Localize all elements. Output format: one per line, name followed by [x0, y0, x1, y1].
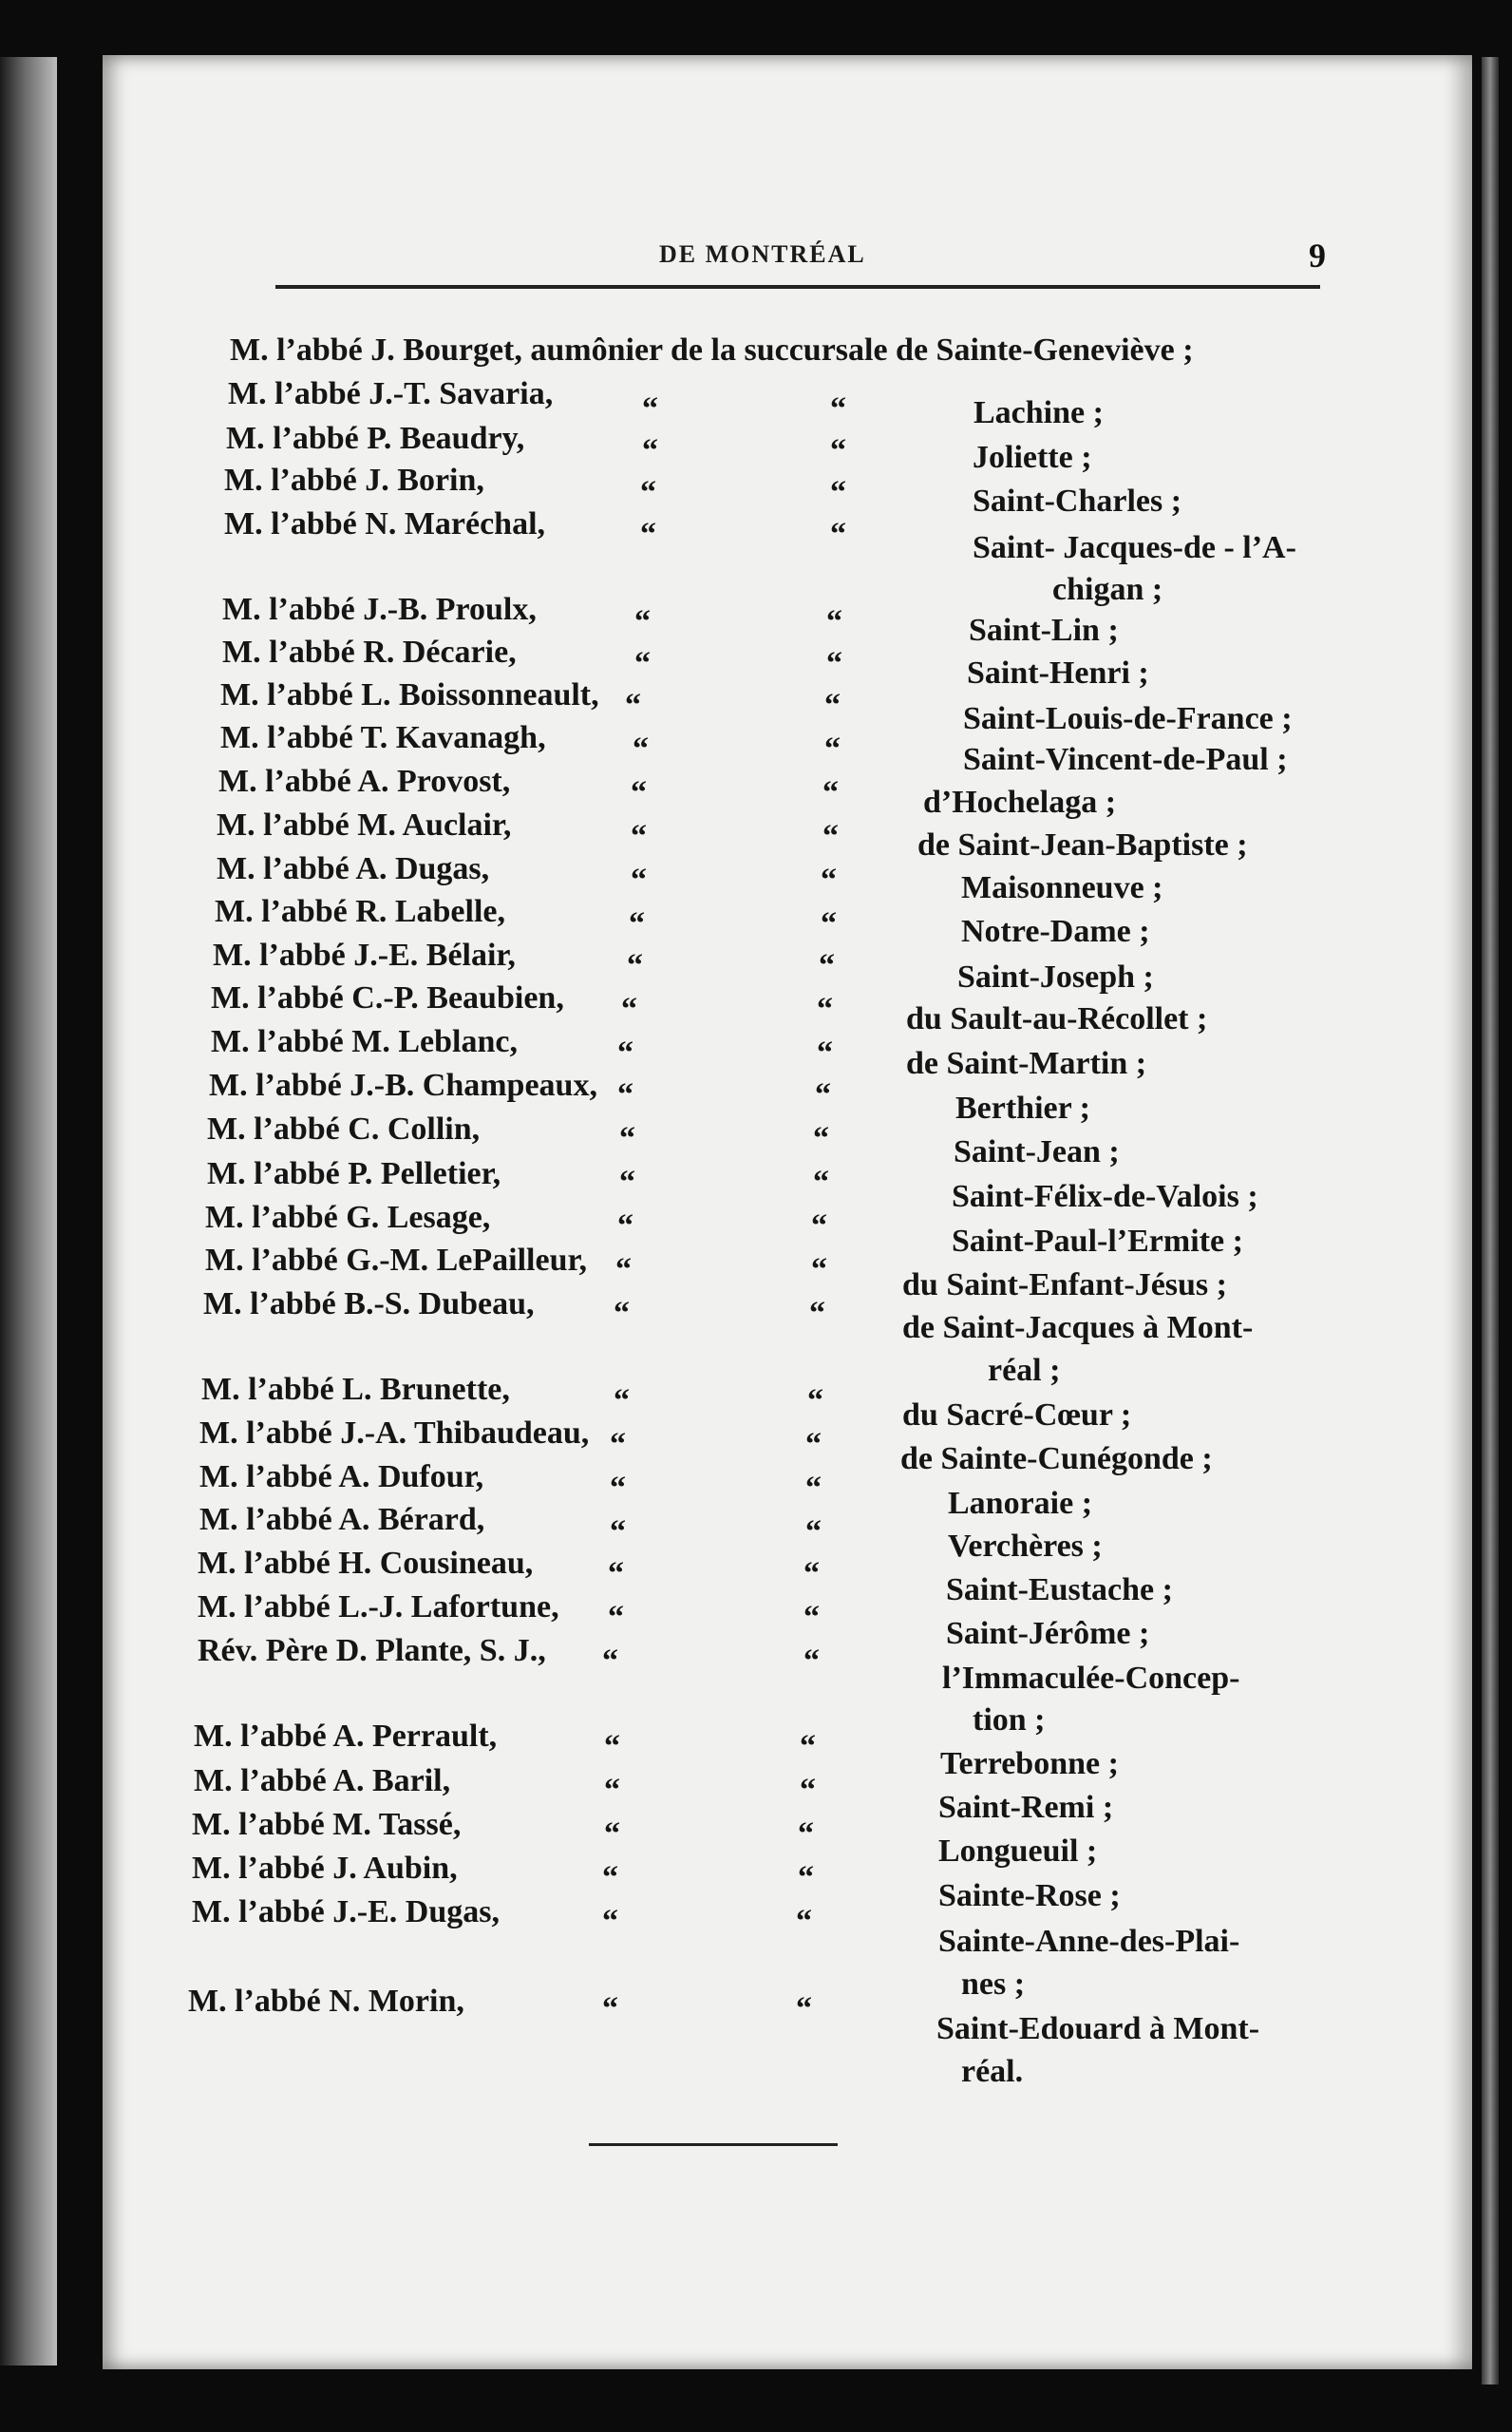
entry-parish: Saint-Henri ;	[967, 656, 1149, 691]
ditto-mark: “	[633, 732, 649, 767]
ditto-mark: “	[800, 1729, 816, 1764]
entry-parish: Saint-Charles ;	[973, 484, 1182, 519]
ditto-mark: “	[640, 475, 656, 510]
ditto-mark: “	[811, 1208, 827, 1244]
ditto-mark: “	[798, 1816, 814, 1852]
entry-name: M. l’abbé A. Provost,	[218, 764, 511, 799]
entry-parish: Sainte-Anne-des-Plai-	[938, 1924, 1240, 1959]
ditto-mark: “	[817, 1036, 833, 1071]
entry-parish: Saint-Jean ;	[954, 1134, 1120, 1169]
ditto-mark: “	[619, 1121, 635, 1156]
entry-parish: Joliette ;	[973, 440, 1092, 475]
entry-parish: Saint-Remi ;	[938, 1790, 1114, 1825]
entry-name: M. l’abbé A. Dufour,	[199, 1459, 484, 1494]
ditto-mark: “	[625, 688, 641, 723]
ditto-mark: “	[822, 819, 839, 854]
entry-parish: Saint-Paul-l’Ermite ;	[952, 1224, 1243, 1259]
ditto-mark: “	[602, 1644, 618, 1679]
entry-parish: Berthier ;	[955, 1091, 1090, 1126]
ditto-mark: “	[610, 1471, 626, 1506]
ditto-mark: “	[621, 992, 637, 1027]
ditto-mark: “	[826, 604, 842, 639]
ditto-mark: “	[830, 517, 846, 552]
ditto-mark: “	[824, 732, 841, 767]
entry-parish: Saint-Louis-de-France ;	[963, 701, 1293, 736]
entry-name: M. l’abbé J. Bourget, aumônier de la succursale de Sainte-Geneviève ;	[230, 332, 1194, 368]
entry-parish: Saint- Jacques-de - l’A-	[973, 530, 1296, 565]
ditto-mark: “	[826, 646, 842, 681]
entry-name: M. l’abbé P. Beaudry,	[226, 421, 525, 456]
ditto-mark: “	[602, 1860, 618, 1895]
ditto-mark: “	[813, 1121, 829, 1156]
ditto-mark: “	[608, 1556, 624, 1591]
entry-parish-continued: réal ;	[988, 1353, 1061, 1388]
ditto-mark: “	[803, 1644, 820, 1679]
entry-name: M. l’abbé J.-B. Champeaux,	[209, 1068, 597, 1103]
ditto-mark: “	[830, 433, 846, 468]
entry-parish: du Saint-Enfant-Jésus ;	[902, 1267, 1227, 1302]
entry-name: M. l’abbé M. Auclair,	[217, 808, 512, 843]
ditto-mark: “	[642, 433, 658, 468]
entry-name: M. l’abbé L. Brunette,	[201, 1372, 510, 1407]
ditto-mark: “	[803, 1556, 820, 1591]
entry-parish: Notre-Dame ;	[961, 914, 1150, 949]
entry-parish: du Sacré-Cœur ;	[902, 1397, 1132, 1433]
entry-name: M. l’abbé C. Collin,	[207, 1112, 481, 1147]
entry-parish: Longueuil ;	[938, 1834, 1098, 1869]
entry-parish: Saint-Vincent-de-Paul ;	[963, 742, 1288, 777]
ditto-mark: “	[811, 1252, 827, 1287]
entry-name: M. l’abbé A. Bérard,	[199, 1502, 485, 1537]
ditto-mark: “	[796, 1991, 812, 2026]
entry-name: M. l’abbé N. Maréchal,	[224, 506, 546, 542]
ditto-mark: “	[805, 1471, 822, 1506]
ditto-mark: “	[629, 906, 645, 941]
ditto-mark: “	[800, 1773, 816, 1808]
ditto-mark: “	[604, 1816, 620, 1852]
entry-name: M. l’abbé N. Morin,	[188, 1984, 464, 2019]
entry-name: M. l’abbé L. Boissonneault,	[220, 677, 599, 712]
entry-name: M. l’abbé J.-E. Bélair,	[213, 938, 516, 973]
running-header: DE MONTRÉAL	[659, 240, 866, 268]
ditto-mark: “	[815, 1077, 831, 1112]
page-number: 9	[1309, 237, 1326, 275]
ditto-mark: “	[617, 1077, 633, 1112]
entry-parish: du Sault-au-Récollet ;	[906, 1001, 1208, 1036]
ditto-mark: “	[809, 1296, 825, 1331]
entry-parish: Lanoraie ;	[948, 1486, 1093, 1521]
entry-parish-continued: réal.	[961, 2054, 1024, 2089]
ditto-mark: “	[817, 992, 833, 1027]
ditto-mark: “	[821, 863, 837, 898]
entry-name: M. l’abbé T. Kavanagh,	[220, 720, 546, 755]
ditto-mark: “	[819, 948, 835, 983]
ditto-mark: “	[813, 1165, 829, 1200]
entry-name: M. l’abbé C.-P. Beaubien,	[211, 980, 564, 1016]
ditto-mark: “	[824, 688, 841, 723]
entry-name: M. l’abbé J.-T. Savaria,	[228, 376, 554, 411]
entry-parish-continued: chigan ;	[1052, 572, 1163, 607]
ditto-mark: “	[602, 1991, 618, 2026]
ditto-mark: “	[604, 1729, 620, 1764]
entry-name: M. l’abbé J. Borin,	[224, 463, 484, 498]
ditto-mark: “	[807, 1383, 823, 1418]
entry-parish: d’Hochelaga ;	[923, 785, 1117, 820]
ditto-mark: “	[619, 1165, 635, 1200]
entry-name: M. l’abbé J.-E. Dugas,	[192, 1894, 500, 1929]
entry-parish: Saint-Eustache ;	[946, 1572, 1173, 1607]
entry-parish: l’Immaculée-Concep-	[942, 1661, 1240, 1696]
ditto-mark: “	[821, 906, 837, 941]
entry-name: M. l’abbé M. Leblanc,	[211, 1024, 518, 1059]
entry-name: M. l’abbé A. Perrault,	[194, 1719, 498, 1754]
ditto-mark: “	[615, 1252, 632, 1287]
entry-name: M. l’abbé J. Aubin,	[192, 1851, 458, 1886]
entry-parish: Terrebonne ;	[940, 1746, 1119, 1781]
ditto-mark: “	[805, 1514, 822, 1549]
entry-parish: Sainte-Rose ;	[938, 1878, 1121, 1913]
entry-parish-continued: nes ;	[961, 1966, 1026, 2002]
ditto-mark: “	[805, 1427, 822, 1462]
ditto-mark: “	[803, 1600, 820, 1635]
entry-name: M. l’abbé G. Lesage,	[205, 1200, 491, 1235]
entry-name: M. l’abbé H. Cousineau,	[198, 1546, 534, 1581]
entry-name: M. l’abbé G.-M. LePailleur,	[205, 1243, 587, 1278]
ditto-mark: “	[617, 1036, 633, 1071]
ditto-mark: “	[614, 1383, 630, 1418]
ditto-mark: “	[627, 948, 643, 983]
ditto-mark: “	[614, 1296, 630, 1331]
entry-parish: Saint-Félix-de-Valois ;	[952, 1179, 1258, 1214]
entry-name: M. l’abbé L.-J. Lafortune,	[198, 1589, 559, 1624]
entry-name: M. l’abbé B.-S. Dubeau,	[203, 1286, 535, 1321]
ditto-mark: “	[610, 1427, 626, 1462]
entry-name: Rév. Père D. Plante, S. J.,	[198, 1633, 546, 1668]
ditto-mark: “	[631, 775, 647, 810]
ditto-mark: “	[822, 775, 839, 810]
ditto-mark: “	[602, 1904, 618, 1939]
entry-name: M. l’abbé A. Baril,	[194, 1763, 451, 1798]
ditto-mark: “	[640, 517, 656, 552]
ditto-mark: “	[830, 391, 846, 427]
ditto-mark: “	[617, 1208, 633, 1244]
ditto-mark: “	[798, 1860, 814, 1895]
entry-parish: Saint-Joseph ;	[957, 960, 1154, 995]
ditto-mark: “	[830, 475, 846, 510]
entry-name: M. l’abbé R. Labelle,	[215, 894, 505, 929]
entry-name: M. l’abbé J.-B. Proulx,	[222, 592, 537, 627]
entry-name: M. l’abbé A. Dugas,	[217, 851, 490, 886]
entry-parish: de Sainte-Cunégonde ;	[900, 1441, 1213, 1476]
entry-parish: Saint-Edouard à Mont-	[936, 2011, 1260, 2046]
ditto-mark: “	[796, 1904, 812, 1939]
ditto-mark: “	[634, 604, 651, 639]
ditto-mark: “	[631, 863, 647, 898]
entry-parish: Maisonneuve ;	[961, 870, 1163, 905]
footer-rule	[589, 2143, 838, 2146]
entry-parish: de Saint-Jacques à Mont-	[902, 1310, 1254, 1345]
entry-parish: Saint-Jérôme ;	[946, 1616, 1150, 1651]
entry-parish: Verchères ;	[948, 1529, 1103, 1564]
entry-parish: de Saint-Jean-Baptiste ;	[917, 827, 1248, 863]
ditto-mark: “	[631, 819, 647, 854]
ditto-mark: “	[642, 391, 658, 427]
entry-name: M. l’abbé J.-A. Thibaudeau,	[199, 1416, 590, 1451]
ditto-mark: “	[634, 646, 651, 681]
entry-parish: de Saint-Martin ;	[906, 1046, 1147, 1081]
entry-parish-continued: tion ;	[973, 1702, 1046, 1738]
ditto-mark: “	[610, 1514, 626, 1549]
ditto-mark: “	[608, 1600, 624, 1635]
entry-name: M. l’abbé M. Tassé,	[192, 1807, 462, 1842]
entry-name: M. l’abbé P. Pelletier,	[207, 1156, 501, 1191]
entry-name: M. l’abbé R. Décarie,	[222, 635, 517, 670]
ditto-mark: “	[604, 1773, 620, 1808]
entry-parish: Lachine ;	[973, 395, 1104, 430]
entry-parish: Saint-Lin ;	[969, 613, 1119, 648]
